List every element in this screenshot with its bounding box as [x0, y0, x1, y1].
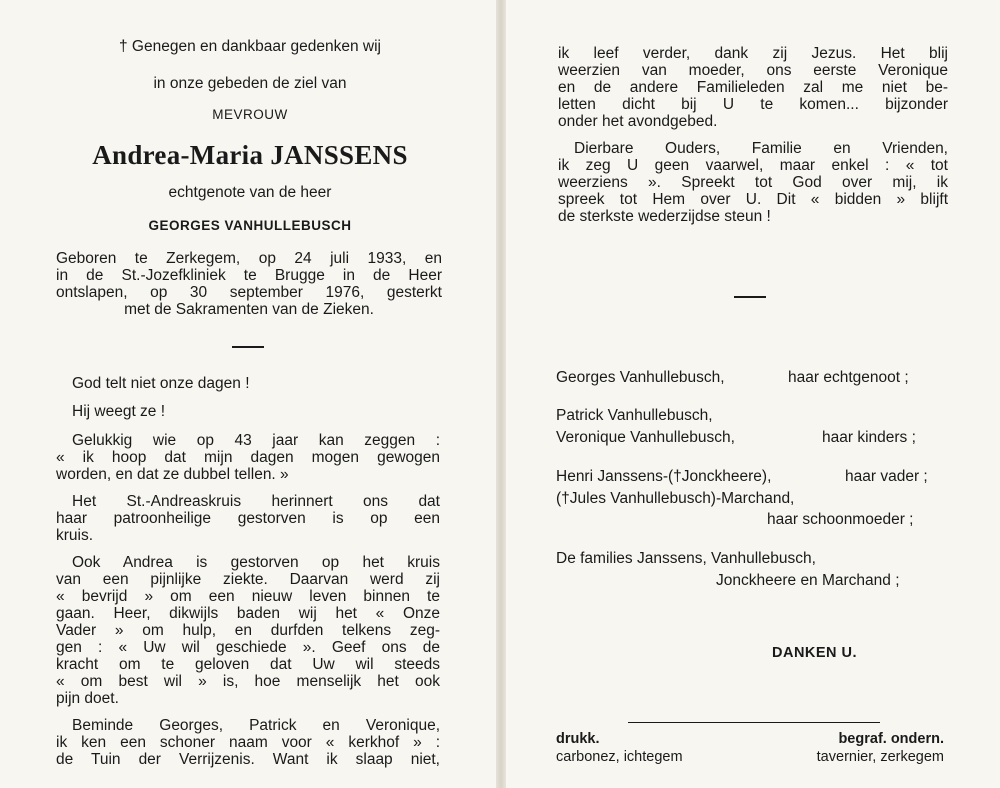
- paragraph-line: kruis.: [56, 527, 94, 544]
- divider: [734, 296, 766, 298]
- paragraph-line: spreek tot Hem over U. Dit « bidden » blijft: [558, 191, 948, 208]
- paragraph-line: « ik hoop dat mijn dagen mogen gewogen: [56, 449, 440, 466]
- thanks: DANKEN U.: [772, 645, 858, 661]
- family-name: Henri Janssens-(†Jonckheere),: [556, 468, 772, 485]
- printer-left: drukk.: [556, 731, 600, 747]
- paragraph-line: de sterkste wederzijdse steun !: [558, 208, 771, 225]
- printer-right: tavernier, zerkegem: [816, 749, 944, 765]
- title-prefix: MEVROUW: [212, 107, 288, 122]
- paragraph-line: ik ken een schoner naam voor « kerkhof » :: [56, 734, 440, 751]
- right-page: [506, 0, 1000, 788]
- paragraph-line: haar patroonheilige gestorven is op een: [56, 510, 440, 527]
- family-role: haar vader ;: [845, 468, 928, 485]
- paragraph-line: Vader » om hulp, en durfden telkens zeg-: [56, 622, 440, 639]
- paragraph-line: Ook Andrea is gestorven op het kruis: [72, 554, 440, 571]
- printer-right: begraf. ondern.: [838, 731, 944, 747]
- deceased-name: Andrea-Maria JANSSENS: [92, 140, 408, 170]
- paragraph-line: ik zeg U geen vaarwel, maar enkel : « tot: [558, 157, 948, 174]
- bio-line: in de St.-Jozefkliniek te Brugge in de Heer: [56, 267, 442, 284]
- paragraph-line: ik leef verder, dank zij Jezus. Het blij: [558, 45, 948, 62]
- paragraph-line: God telt niet onze dagen !: [72, 375, 250, 392]
- paragraph-line: de Tuin der Verrijzenis. Want ik slaap niet,: [56, 751, 440, 768]
- paragraph-line: « bevrijd » om een nieuw leven binnen te: [56, 588, 440, 605]
- paragraph-line: worden, en dat ze dubbel tellen. »: [56, 466, 289, 483]
- printer-left: carbonez, ichtegem: [556, 749, 683, 765]
- paragraph-line: onder het avondgebed.: [558, 113, 718, 130]
- bio-line: Geboren te Zerkegem, op 24 juli 1933, en: [56, 250, 442, 267]
- family-name: Patrick Vanhullebusch,: [556, 407, 713, 424]
- bio-line: met de Sakramenten van de Zieken.: [124, 301, 374, 318]
- paragraph-line: pijn doet.: [56, 690, 119, 707]
- family-name: Veronique Vanhullebusch,: [556, 429, 735, 446]
- family-role: haar schoonmoeder ;: [767, 511, 914, 528]
- spouse-name: GEORGES VANHULLEBUSCH: [148, 218, 352, 233]
- family-role: haar echtgenoot ;: [788, 369, 909, 386]
- left-page: [0, 0, 496, 788]
- family-name: (†Jules Vanhullebusch)-Marchand,: [556, 490, 795, 507]
- paragraph-line: van een pijnlijke ziekte. Daarvan werd zij: [56, 571, 440, 588]
- paragraph-line: letten dicht bij U te komen... bijzonder: [558, 96, 948, 113]
- family-name: Georges Vanhullebusch,: [556, 369, 725, 386]
- paragraph-line: weerziens ». Spreekt tot God over mij, ik: [558, 174, 948, 191]
- paragraph-line: Beminde Georges, Patrick en Veronique,: [72, 717, 440, 734]
- page-fold: [496, 0, 506, 788]
- family-name: Jonckheere en Marchand ;: [716, 572, 900, 589]
- paragraph-line: gen : « Uw wil geschiede ». Geef ons de: [56, 639, 440, 656]
- paragraph-line: gaan. Heer, dikwijls baden wij het « Onze: [56, 605, 440, 622]
- bio-line: ontslapen, op 30 september 1976, gesterkt: [56, 284, 442, 301]
- paragraph-line: Hij weegt ze !: [72, 403, 166, 420]
- paragraph-line: Gelukkig wie op 43 jaar kan zeggen :: [72, 432, 440, 449]
- printer-rule: [628, 722, 880, 723]
- paragraph-line: « om best wil » is, hoe menselijk het ook: [56, 673, 440, 690]
- spouse-intro: echtgenote van de heer: [168, 184, 332, 201]
- paragraph-line: kracht om te geloven dat Uw wil steeds: [56, 656, 440, 673]
- paragraph-line: Het St.-Andreaskruis herinnert ons dat: [72, 493, 440, 510]
- paragraph-line: weerzien van moeder, ons eerste Veronique: [558, 62, 948, 79]
- divider: [232, 346, 264, 348]
- paragraph-line: en de andere Familieleden zal me niet be-: [558, 79, 948, 96]
- intro-line-1: † Genegen en dankbaar gedenken wij: [119, 38, 381, 55]
- intro-line-2: in onze gebeden de ziel van: [153, 75, 347, 92]
- family-name: De families Janssens, Vanhullebusch,: [556, 550, 816, 567]
- paragraph-line: Dierbare Ouders, Familie en Vrienden,: [574, 140, 948, 157]
- family-role: haar kinders ;: [822, 429, 916, 446]
